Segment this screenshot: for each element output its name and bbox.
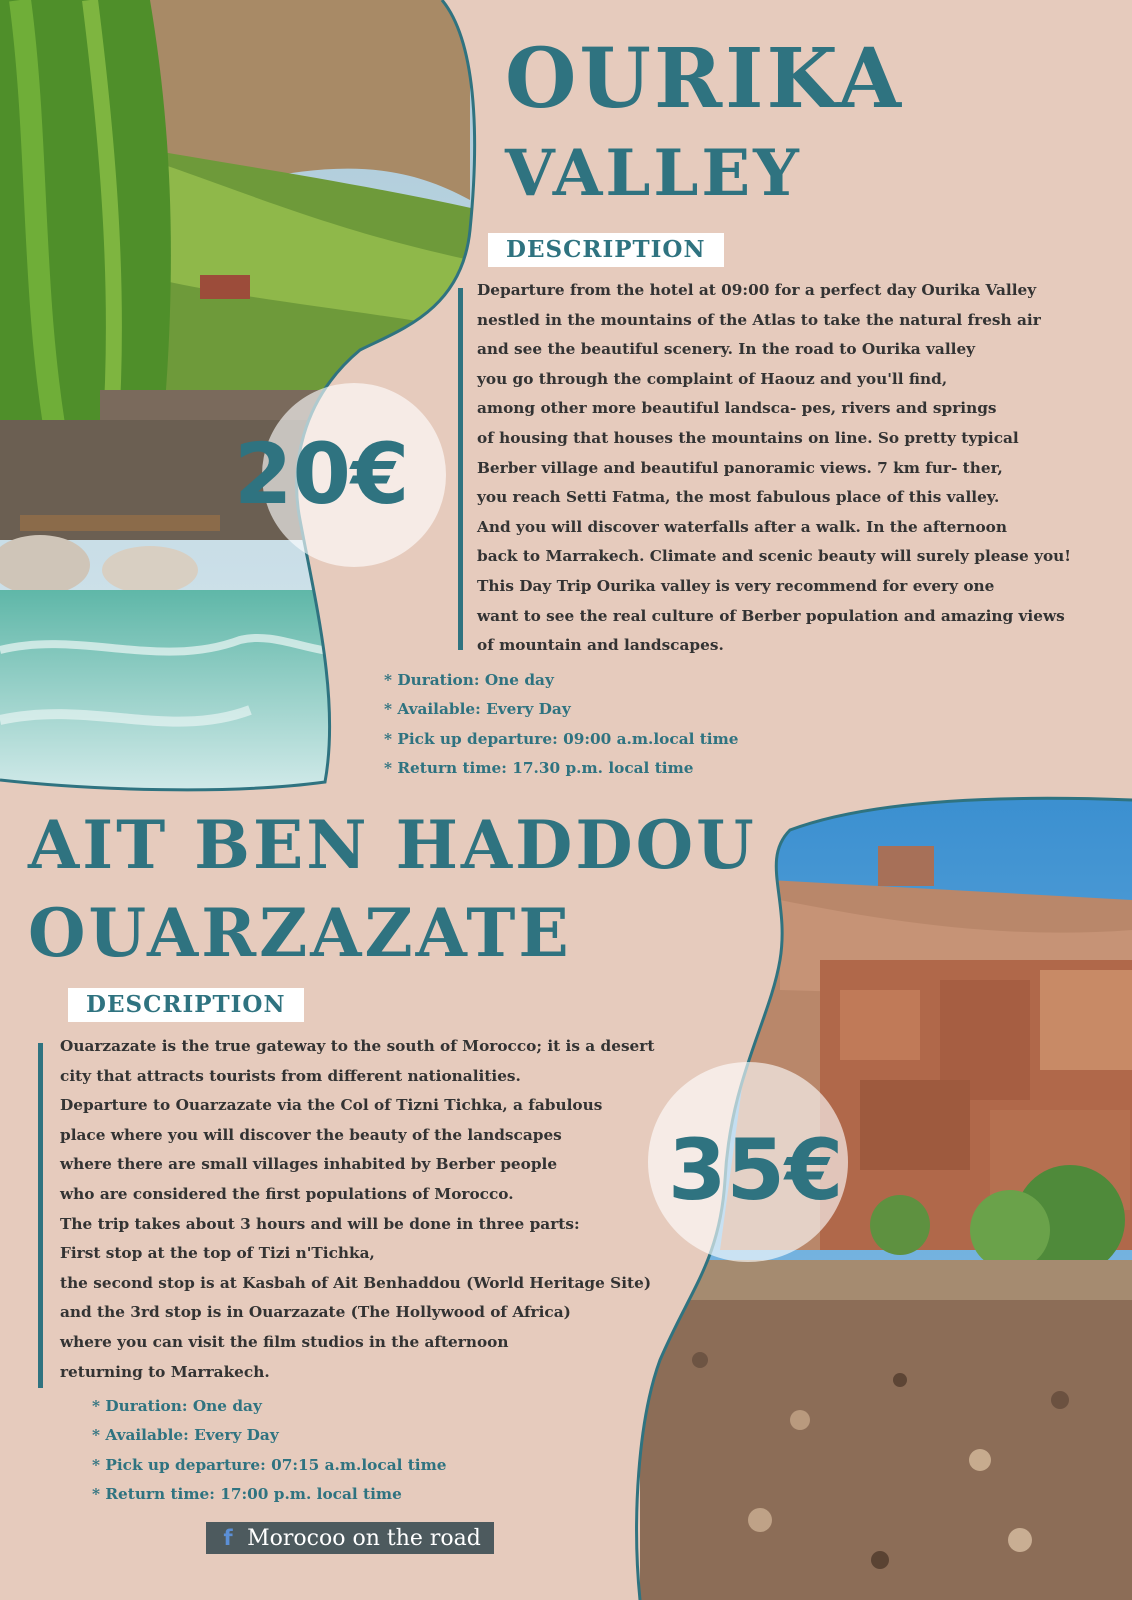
ait-ben-haddou-description [60, 1032, 654, 1387]
description-line: Ouarzazate is the true gateway to the south of Morocco; it is a desert [60, 1037, 655, 1055]
ourika-price: 20€ [234, 425, 410, 523]
ourika-title-line2: VALLEY [505, 136, 802, 211]
description-line: Departure from the hotel at 09:00 for a perfect day Ourika Valley [477, 281, 1037, 299]
ait-ben-haddou-title-line2: OUARZAZATE [28, 894, 572, 972]
description-line: This Day Trip Ourika valley is very recommend for every one [477, 576, 995, 595]
ait-ben-haddou-title-line1: AIT BEN HADDOU [28, 806, 757, 884]
description-line: back to Marrakech. Climate and scenic beauty will surely please you! [477, 547, 1072, 566]
fact-pickup: * Pick up departure: 07:15 a.m.local time [92, 1455, 447, 1474]
description-line: who are considered the first populations of Morocco. [60, 1184, 514, 1203]
ourika-description-rule [458, 288, 463, 650]
description-line: the second stop is at Kasbah of Ait Benhaddou (World Heritage Site) [60, 1273, 652, 1292]
fact-duration: * Duration: One day [92, 1397, 262, 1415]
description-line: city that attracts tourists from different nationalities. [60, 1066, 521, 1085]
description-line: and see the beautiful scenery. In the road to Ourika valley [477, 340, 976, 359]
description-line: returning to Marrakech. [60, 1362, 270, 1381]
facebook-page-label: Morocoo on the road [247, 1525, 481, 1551]
description-line: nestled in the mountains of the Atlas to take the natural fresh air [477, 310, 1041, 329]
fact-pickup: * Pick up departure: 09:00 a.m.local time [384, 729, 739, 748]
description-line: The trip takes about 3 hours and will be done in three parts: [60, 1214, 580, 1233]
facebook-page-link[interactable] [206, 1522, 494, 1554]
description-line: you reach Setti Fatma, the most fabulous place of this valley. [477, 488, 1000, 507]
description-line: and the 3rd stop is in Ouarzazate (The Hollywood of Africa) [60, 1303, 571, 1322]
description-line: place where you will discover the beauty of the landscapes [60, 1125, 562, 1144]
description-line: And you will discover waterfalls after a walk. In the afternoon [477, 517, 1008, 536]
fact-availability: * Available: Every Day [384, 700, 571, 719]
description-line: you go through the complaint of Haouz and you'll find, [477, 369, 948, 388]
description-line: where there are small villages inhabited by Berber people [60, 1155, 558, 1174]
fact-availability: * Available: Every Day [92, 1426, 279, 1445]
description-line: Berber village and beautiful panoramic views. 7 km fur- ther, [477, 458, 1003, 477]
ourika-title-line1: OURIKA [505, 31, 905, 127]
ourika-facts [384, 666, 739, 784]
ourika-description-label: DESCRIPTION [488, 233, 724, 267]
fact-duration: * Duration: One day [384, 671, 554, 689]
description-line: of mountain and landscapes. [477, 636, 724, 655]
description-line: of housing that houses the mountains on line. So pretty typical [477, 428, 1019, 447]
fact-return: * Return time: 17.30 p.m. local time [384, 759, 694, 778]
ait-ben-haddou-price: 35€ [668, 1121, 844, 1219]
ait-ben-haddou-facts [92, 1392, 447, 1510]
facebook-icon: f [223, 1526, 233, 1550]
ait-ben-haddou-description-rule [38, 1043, 43, 1388]
description-line: First stop at the top of Tizi n'Tichka, [60, 1244, 375, 1263]
description-line: Departure to Ouarzazate via the Col of Tizni Tichka, a fabulous [60, 1096, 603, 1115]
description-line: want to see the real culture of Berber population and amazing views [477, 606, 1065, 625]
fact-return: * Return time: 17:00 p.m. local time [92, 1485, 402, 1504]
description-line: where you can visit the film studios in the afternoon [60, 1332, 509, 1351]
description-line: among other more beautiful landsca- pes, rivers and springs [477, 399, 997, 418]
ourika-description [477, 276, 1071, 661]
ait-ben-haddou-description-label: DESCRIPTION [68, 988, 304, 1022]
